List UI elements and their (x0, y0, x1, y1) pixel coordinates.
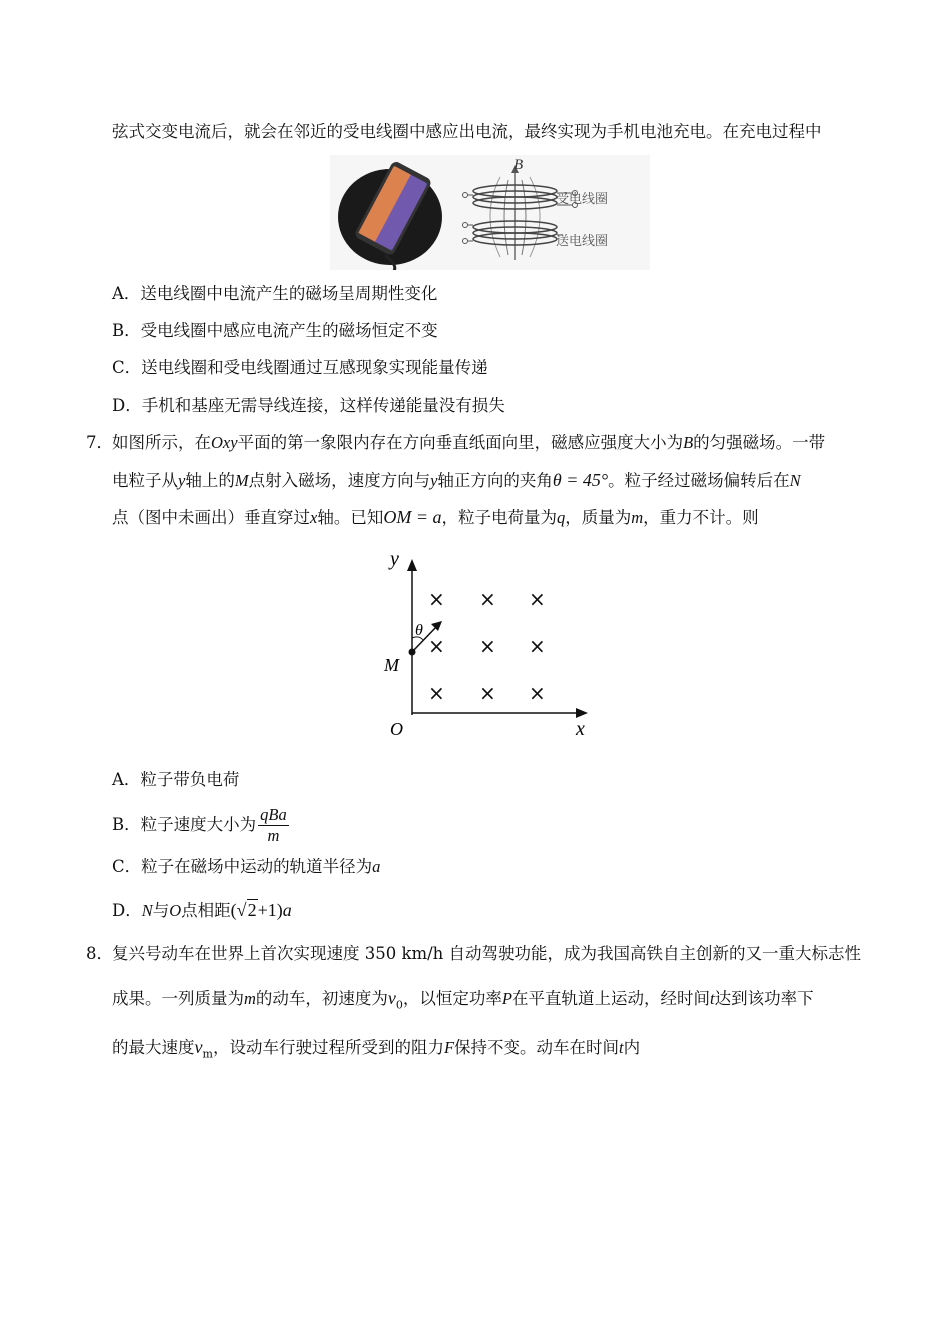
magnetic-field-diagram (368, 545, 608, 745)
field-cross: × (428, 634, 445, 658)
field-cross: × (428, 681, 445, 705)
svg-text:y: y (390, 548, 399, 570)
svg-text:θ: θ (415, 622, 423, 639)
distance-expression: (√2+1)a (230, 900, 292, 920)
q7-line-2: 电粒子从y轴上的M点射入磁场，速度方向与y轴正方向的夹角θ = 45°。粒子经过磁场偏转后在N (112, 470, 801, 490)
field-cross: × (428, 587, 445, 611)
q8-line-1: 复兴号动车在世界上首次实现速度 350 km/h 自动驾驶功能，成为我国高铁自主创新的又一重大标志性 (112, 944, 862, 963)
svg-text:x: x (576, 718, 585, 740)
field-cross: × (479, 634, 496, 658)
q6-option-d: D．手机和基座无需导线连接，这样传递能量没有损失 (112, 396, 505, 415)
q7-option-a: A．粒子带负电荷 (112, 770, 240, 789)
svg-text:送电线圈: 送电线圈 (556, 234, 609, 249)
field-cross: × (479, 681, 496, 705)
q6-option-a: A．送电线圈中电流产生的磁场呈周期性变化 (112, 284, 438, 303)
q6-figure (330, 155, 650, 270)
field-crosses (428, 587, 546, 705)
wireless-charging-diagram (330, 155, 650, 270)
q8-line-3: 的最大速度$v_m$，设动车行驶过程所受到的阻力F保持不变。动车在时间t内 (112, 1037, 641, 1061)
q7-line-3: 点（图中未画出）垂直穿过x轴。已知OM = a，粒子电荷量为q，质量为m，重力不计。则 (112, 507, 759, 527)
q8-line-2: 成果。一列质量为m的动车，初速度为$v_0$，以恒定功率P在平直轨道上运动，经时间t达到该功率下 (112, 988, 814, 1012)
svg-text:受电线圈: 受电线圈 (556, 192, 609, 207)
field-cross: × (529, 587, 546, 611)
q7-number: 7． (86, 433, 113, 452)
q7-option-b: B．粒子速度大小为 $\frac{\text{qBa}}{m}$ (112, 805, 287, 845)
svg-text:M: M (384, 655, 399, 675)
svg-text:O: O (390, 719, 403, 739)
q6-option-b: B．受电线圈中感应电流产生的磁场恒定不变 (112, 321, 438, 340)
field-cross: × (529, 681, 546, 705)
svg-text:B: B (514, 157, 524, 173)
q8-number: 8． (86, 944, 113, 963)
q7-option-c: C．粒子在磁场中运动的轨道半径为a (112, 857, 381, 876)
q7-figure (368, 545, 608, 745)
q7-line-1: 如图所示，在Oxy平面的第一象限内存在方向垂直纸面向里，磁感应强度大小为B的匀强磁场。一带 (112, 433, 826, 452)
field-cross: × (529, 634, 546, 658)
q7-option-d: D．N与O点相距(√2+1)a (112, 900, 292, 920)
fraction-qba-over-m: $\frac{\text{qBa}}{m}$ (260, 805, 287, 845)
q6-continuation-text: 弦式交变电流后，就会在邻近的受电线圈中感应出电流，最终实现为手机电池充电。在充电过程中 (112, 122, 822, 141)
field-cross: × (479, 587, 496, 611)
q6-option-c: C．送电线圈和受电线圈通过互感现象实现能量传递 (112, 358, 488, 377)
